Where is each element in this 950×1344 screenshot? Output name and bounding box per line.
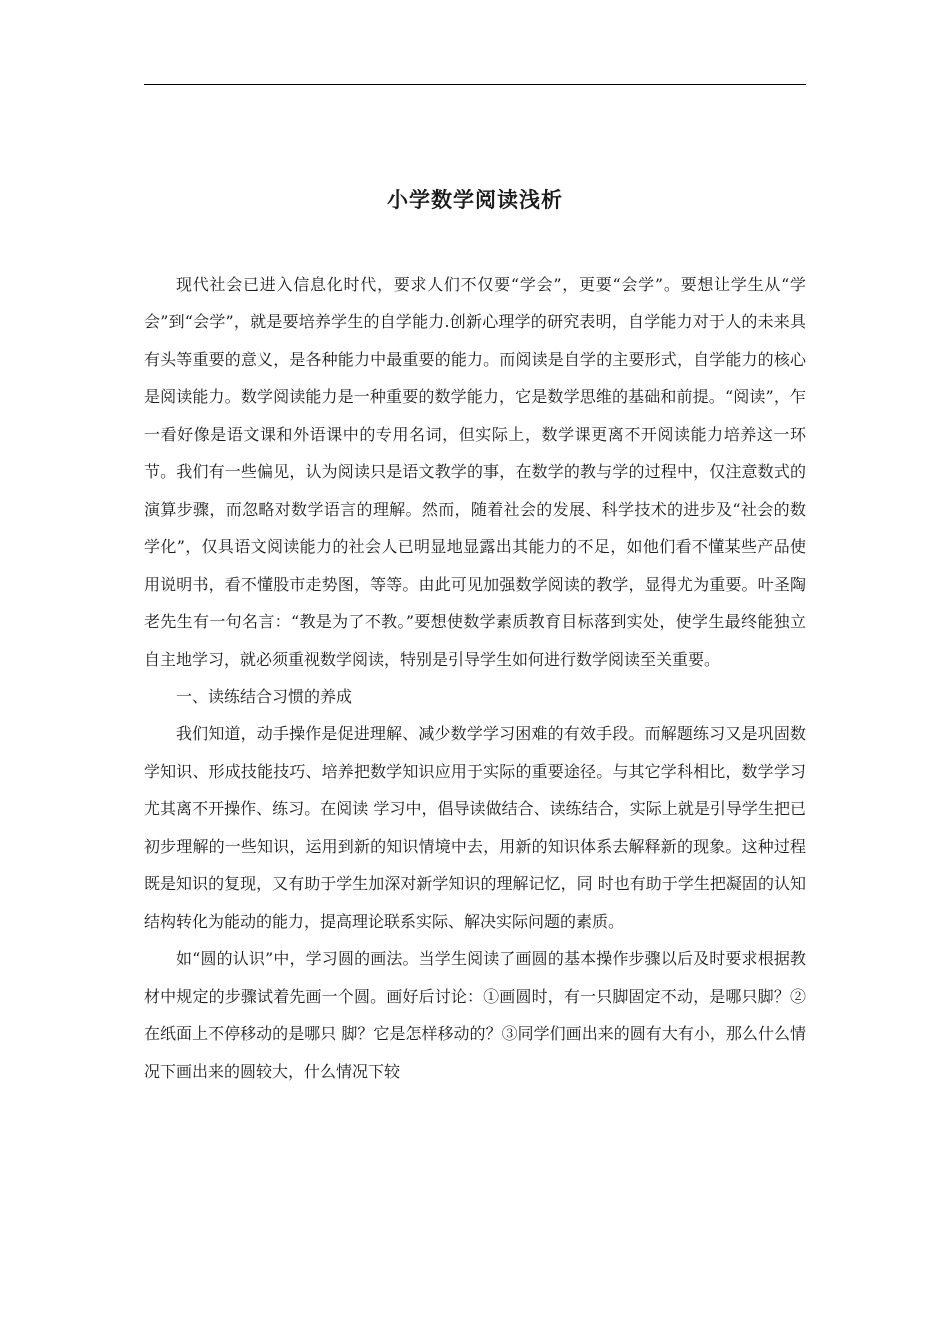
section-heading: 一、读练结合习惯的养成 <box>176 686 353 706</box>
document-body <box>144 266 806 1090</box>
paragraph-intro: 现代社会已进入信息化时代，要求人们不仅要“学会”，更要“会学”。要想让学生从“学会”到“会学”，就是要培养学生的自学能力.创新心理学的研究表明，自学能力对于人的未来具有头等重要的意义，是各种能力中最重要的能力。而阅读是自学的主要形式，自学能力的核心是阅读能力。数学阅读能力是一种重要的数学能力，它是数学思维的基础和前提。“阅读”，乍一看好像是语文课和外语课中的专用名词，但实际上，数学课更离不开阅读能力培养这一环节。我们有一些偏见，认为阅读只是语文教学的事，在数学的教与学的过程中，仅注意数式的演算步骤，而忽略对数学语言的理解。然而，随着社会的发展、科学技术的进步及“社会的数学化”，仅具语文阅读能力的社会人已明显地显露出其能力的不足，如他们看不懂某些产品使用说明书，看不懂股市走势图，等等。由此可见加强数学阅读的教学，显得尤为重要。叶圣陶老先生有一句名言：“教是为了不教。”要想使数学素质教育目标落到实处，使学生最终能独立自主地学习，就必须重视数学阅读，特别是引导学生如何进行数学阅读至关重要。 <box>144 275 806 669</box>
paragraph-practice: 我们知道，动手操作是促进理解、减少数学学习困难的有效手段。而解题练习又是巩固数学知识、形成技能技巧、培养把数学知识应用于实际的重要途径。与其它学科相比，数学学习尤其离不开操作、练习。在阅读 学习中，倡导读做结合、读练结合，实际上就是引导学生把已初步理解的一些知识，运用到新的知识情境中去，用新的知识体系去解释新的现象。这种过程既是知识的复现，又有助于学生加深对新学知识的理解记忆，同 时也有助于学生把凝固的认知结构转化为能动的能力，提高理论联系实际、解决实际问题的素质。 <box>144 724 806 931</box>
header-rule <box>144 84 806 85</box>
page-title: 小学数学阅读浅析 <box>387 187 563 212</box>
paragraph-circle-example: 如“圆的认识”中，学习圆的画法。当学生阅读了画圆的基本操作步骤以后及时要求根据教材中规定的步骤试着先画一个圆。画好后讨论：①画圆时，有一只脚固定不动，是哪只脚？②在纸面上不停移动的是哪只 脚？它是怎样移动的？③同学们画出来的圆有大有小，那么什么情况下画出来的圆较大，什么情况下较 <box>144 949 806 1081</box>
